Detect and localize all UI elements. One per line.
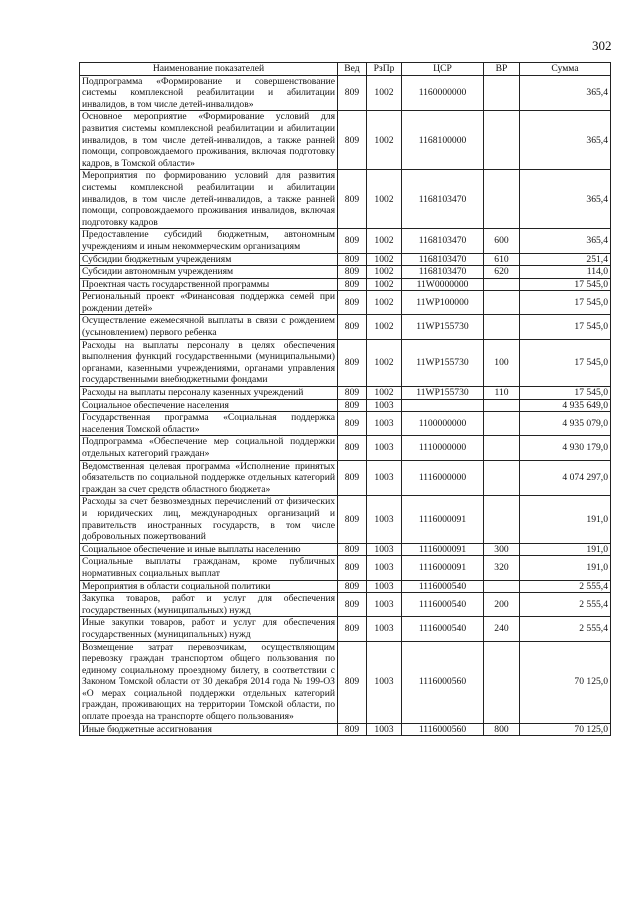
row-sum: 70 125,0 (520, 641, 611, 723)
row-name: Осуществление ежемесячной выплаты в связи с рождением (усыновлением) первого ребенка (80, 315, 338, 339)
row-csr: 11WP155730 (402, 387, 484, 400)
row-rzpr: 1002 (367, 387, 402, 400)
row-csr: 1116000000 (402, 460, 484, 496)
row-name: Проектная часть государственной программы (80, 278, 338, 291)
row-name: Региональный проект «Финансовая поддержка семей при рождении детей» (80, 291, 338, 315)
row-name: Расходы на выплаты персоналу казенных учреждений (80, 387, 338, 400)
row-csr: 1116000091 (402, 556, 484, 580)
table-row (80, 496, 611, 543)
header-name: Наименование показателей (80, 63, 338, 76)
row-sum: 4 935 079,0 (520, 412, 611, 436)
row-vr: 600 (484, 229, 520, 253)
row-ved: 809 (338, 278, 367, 291)
row-csr: 11WP155730 (402, 339, 484, 386)
row-ved: 809 (338, 641, 367, 723)
row-rzpr: 1002 (367, 266, 402, 279)
row-sum: 17 545,0 (520, 387, 611, 400)
table-row (80, 412, 611, 436)
header-rzpr: РзПр (367, 63, 402, 76)
row-vr (484, 460, 520, 496)
row-name: Мероприятия по формированию условий для развития системы комплексной реабилитации и абилитации инвалидов, в том числе детей-инвалидов, а также ранней помощи, сопровождаемого проживания инвалидов, включая подготовку кадров (80, 170, 338, 229)
row-vr (484, 111, 520, 170)
row-sum: 2 555,4 (520, 617, 611, 641)
row-name: Социальное обеспечение населения (80, 399, 338, 412)
header-csr: ЦСР (402, 63, 484, 76)
row-rzpr: 1003 (367, 496, 402, 543)
row-rzpr: 1003 (367, 436, 402, 460)
table-row (80, 580, 611, 593)
row-ved: 809 (338, 543, 367, 556)
row-vr (484, 496, 520, 543)
row-csr: 1116000560 (402, 641, 484, 723)
row-name: Ведомственная целевая программа «Исполнение принятых обязательств по социальной поддержке отдельных категорий граждан за счет средств областного бюджета» (80, 460, 338, 496)
row-rzpr: 1003 (367, 556, 402, 580)
row-name: Подпрограмма «Формирование и совершенствование системы комплексной реабилитации и абилитации инвалидов, в том числе детей-инвалидов» (80, 75, 338, 111)
row-ved: 809 (338, 315, 367, 339)
row-sum: 70 125,0 (520, 723, 611, 736)
row-csr: 11WP100000 (402, 291, 484, 315)
row-csr: 1110000000 (402, 436, 484, 460)
row-vr: 110 (484, 387, 520, 400)
table-body (80, 75, 611, 736)
row-rzpr: 1002 (367, 111, 402, 170)
row-vr (484, 75, 520, 111)
row-ved: 809 (338, 436, 367, 460)
row-sum: 17 545,0 (520, 339, 611, 386)
row-vr: 620 (484, 266, 520, 279)
row-sum: 17 545,0 (520, 291, 611, 315)
table-row (80, 617, 611, 641)
row-ved: 809 (338, 412, 367, 436)
row-csr (402, 399, 484, 412)
row-csr: 1116000560 (402, 723, 484, 736)
row-ved: 809 (338, 496, 367, 543)
row-rzpr: 1002 (367, 229, 402, 253)
row-rzpr: 1002 (367, 291, 402, 315)
table-row (80, 253, 611, 266)
row-sum: 4 074 297,0 (520, 460, 611, 496)
row-name: Иные закупки товаров, работ и услуг для обеспечения государственных (муниципальных) нужд (80, 617, 338, 641)
row-rzpr: 1003 (367, 543, 402, 556)
row-rzpr: 1002 (367, 315, 402, 339)
row-name: Субсидии автономным учреждениям (80, 266, 338, 279)
row-sum: 365,4 (520, 229, 611, 253)
row-name: Социальные выплаты гражданам, кроме публичных нормативных социальных выплат (80, 556, 338, 580)
table-row (80, 387, 611, 400)
row-name: Социальное обеспечение и иные выплаты населению (80, 543, 338, 556)
row-ved: 809 (338, 266, 367, 279)
row-rzpr: 1002 (367, 278, 402, 291)
table-row (80, 266, 611, 279)
row-vr: 320 (484, 556, 520, 580)
row-ved: 809 (338, 111, 367, 170)
row-sum: 4 930 179,0 (520, 436, 611, 460)
row-name: Субсидии бюджетным учреждениям (80, 253, 338, 266)
row-sum: 114,0 (520, 266, 611, 279)
row-rzpr: 1003 (367, 580, 402, 593)
row-sum: 191,0 (520, 543, 611, 556)
row-ved: 809 (338, 556, 367, 580)
table-row (80, 229, 611, 253)
row-rzpr: 1003 (367, 641, 402, 723)
table-row (80, 278, 611, 291)
row-rzpr: 1003 (367, 617, 402, 641)
row-rzpr: 1003 (367, 460, 402, 496)
row-sum: 365,4 (520, 75, 611, 111)
row-vr (484, 399, 520, 412)
row-vr (484, 580, 520, 593)
row-ved: 809 (338, 253, 367, 266)
row-vr (484, 412, 520, 436)
row-sum: 17 545,0 (520, 315, 611, 339)
row-vr (484, 315, 520, 339)
row-name: Основное мероприятие «Формирование условий для развития системы комплексной реабилитации и абилитации инвалидов, в том числе детей-инвалидов, а также ранней помощи, сопровождаемого проживания, включая подготовку кадров, в Томской области» (80, 111, 338, 170)
row-csr: 1100000000 (402, 412, 484, 436)
row-vr: 200 (484, 593, 520, 617)
table-row (80, 75, 611, 111)
row-ved: 809 (338, 460, 367, 496)
row-csr: 1168103470 (402, 266, 484, 279)
row-name: Мероприятия в области социальной политики (80, 580, 338, 593)
row-csr: 11W0000000 (402, 278, 484, 291)
table-row (80, 339, 611, 386)
row-name: Государственная программа «Социальная поддержка населения Томской области» (80, 412, 338, 436)
row-csr: 1116000540 (402, 617, 484, 641)
row-rzpr: 1002 (367, 253, 402, 266)
row-vr (484, 278, 520, 291)
row-ved: 809 (338, 170, 367, 229)
row-csr: 1168103470 (402, 170, 484, 229)
row-csr: 1168103470 (402, 229, 484, 253)
row-sum: 2 555,4 (520, 593, 611, 617)
table-header-row (80, 63, 611, 76)
page-number: 302 (592, 38, 612, 53)
row-vr (484, 641, 520, 723)
row-vr (484, 436, 520, 460)
row-vr: 300 (484, 543, 520, 556)
row-sum: 365,4 (520, 111, 611, 170)
table-row (80, 436, 611, 460)
table-row (80, 315, 611, 339)
row-vr (484, 170, 520, 229)
row-ved: 809 (338, 229, 367, 253)
header-vr: ВР (484, 63, 520, 76)
row-rzpr: 1002 (367, 75, 402, 111)
row-vr: 610 (484, 253, 520, 266)
row-name: Предоставление субсидий бюджетным, автономным учреждениям и иным некоммерческим организациям (80, 229, 338, 253)
row-ved: 809 (338, 75, 367, 111)
row-ved: 809 (338, 593, 367, 617)
row-rzpr: 1002 (367, 170, 402, 229)
row-ved: 809 (338, 339, 367, 386)
row-rzpr: 1003 (367, 723, 402, 736)
row-rzpr: 1003 (367, 399, 402, 412)
row-sum: 17 545,0 (520, 278, 611, 291)
row-sum: 191,0 (520, 496, 611, 543)
row-ved: 809 (338, 580, 367, 593)
row-ved: 809 (338, 723, 367, 736)
row-csr: 1116000091 (402, 543, 484, 556)
table-row (80, 291, 611, 315)
row-name: Закупка товаров, работ и услуг для обеспечения государственных (муниципальных) нужд (80, 593, 338, 617)
table-row (80, 641, 611, 723)
row-csr: 1168103470 (402, 253, 484, 266)
table-row (80, 543, 611, 556)
row-csr: 1160000000 (402, 75, 484, 111)
row-csr: 1116000540 (402, 580, 484, 593)
row-sum: 251,4 (520, 253, 611, 266)
table-row (80, 593, 611, 617)
row-rzpr: 1002 (367, 339, 402, 386)
header-ved: Вед (338, 63, 367, 76)
row-csr: 1168100000 (402, 111, 484, 170)
table-row (80, 111, 611, 170)
row-csr: 11WP155730 (402, 315, 484, 339)
row-sum: 4 935 649,0 (520, 399, 611, 412)
row-ved: 809 (338, 291, 367, 315)
row-rzpr: 1003 (367, 593, 402, 617)
row-vr: 240 (484, 617, 520, 641)
row-name: Подпрограмма «Обеспечение мер социальной поддержки отдельных категорий граждан» (80, 436, 338, 460)
row-sum: 191,0 (520, 556, 611, 580)
table-row (80, 723, 611, 736)
table-row (80, 399, 611, 412)
row-vr (484, 291, 520, 315)
row-ved: 809 (338, 399, 367, 412)
table-row (80, 170, 611, 229)
row-name: Расходы за счет безвозмездных перечислений от физических и юридических лиц, международных организаций и правительств иностранных государств, в том числе добровольных пожертвований (80, 496, 338, 543)
row-sum: 365,4 (520, 170, 611, 229)
row-name: Возмещение затрат перевозчикам, осуществляющим перевозку граждан транспортом общего пользования по единому социальному проездному билету, в соответствии с Законом Томской области от 30 декабря 2014 года № 199-ОЗ «О мерах социальной поддержки отдельных категорий граждан, проживающих на территории Томской области, по оплате проезда на транспорте общего пользования» (80, 641, 338, 723)
row-ved: 809 (338, 387, 367, 400)
row-name: Расходы на выплаты персоналу в целях обеспечения выполнения функций государственными (муниципальными) органами, казенными учреждениями, органами управления государственными внебюджетными фондами (80, 339, 338, 386)
row-rzpr: 1003 (367, 412, 402, 436)
row-vr: 800 (484, 723, 520, 736)
header-sum: Сумма (520, 63, 611, 76)
budget-table (79, 62, 611, 736)
row-vr: 100 (484, 339, 520, 386)
table-row (80, 556, 611, 580)
row-csr: 1116000540 (402, 593, 484, 617)
table-row (80, 460, 611, 496)
row-name: Иные бюджетные ассигнования (80, 723, 338, 736)
row-csr: 1116000091 (402, 496, 484, 543)
row-sum: 2 555,4 (520, 580, 611, 593)
row-ved: 809 (338, 617, 367, 641)
